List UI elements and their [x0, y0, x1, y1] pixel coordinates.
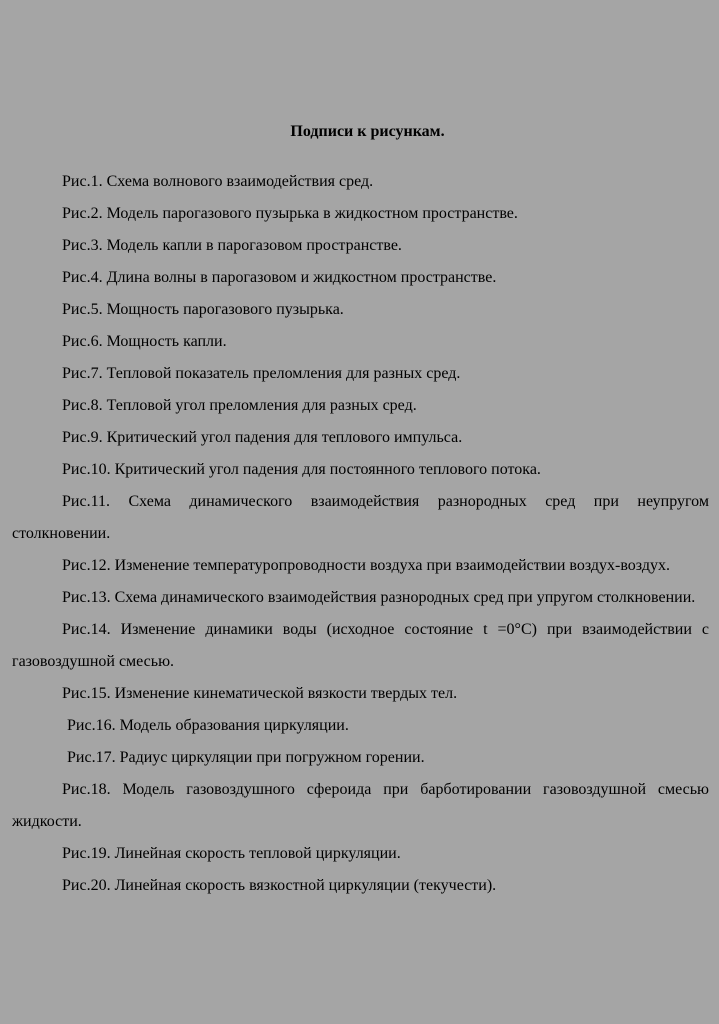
- figure-caption-17: Рис.17. Радиус циркуляции при погружном горении.: [67, 749, 425, 766]
- figure-caption-18: Рис.18. Модель газовоздушного сфероида при барботировании газовоздушной смесью жидкости.: [12, 781, 709, 830]
- figure-caption-20: Рис.20. Линейная скорость вязкостной циркуляции (текучести).: [62, 877, 497, 894]
- figure-caption-1: Рис.1. Схема волнового взаимодействия сред.: [62, 173, 374, 190]
- figure-caption-12: Рис.12. Изменение температуропроводности воздуха при взаимодействии воздух-воздух.: [62, 557, 670, 574]
- figure-caption-9: Рис.9. Критический угол падения для теплового импульса.: [62, 429, 463, 446]
- figure-caption-10: Рис.10. Критический угол падения для постоянного теплового потока.: [62, 461, 541, 478]
- figure-caption-5: Рис.5. Мощность парогазового пузырька.: [62, 301, 344, 318]
- figure-caption-13: Рис.13. Схема динамического взаимодействия разнородных сред при упругом столкновении.: [62, 589, 696, 606]
- figure-caption-8: Рис.8. Тепловой угол преломления для разных сред.: [62, 397, 417, 414]
- figure-caption-19: Рис.19. Линейная скорость тепловой циркуляции.: [62, 845, 401, 862]
- figure-caption-6: Рис.6. Мощность капли.: [62, 333, 227, 350]
- figure-caption-16: Рис.16. Модель образования циркуляции.: [67, 717, 349, 734]
- figure-caption-11: Рис.11. Схема динамического взаимодействия разнородных сред при неупругом столкновении.: [12, 493, 709, 542]
- figure-caption-15: Рис.15. Изменение кинематической вязкости твердых тел.: [62, 685, 458, 702]
- document-page: [12, 119, 709, 902]
- document-title: Подписи к рисункам.: [290, 123, 445, 140]
- figure-caption-2: Рис.2. Модель парогазового пузырька в жидкостном пространстве.: [62, 205, 518, 222]
- figure-caption-14: Рис.14. Изменение динамики воды (исходное состояние t =0°С) при взаимодействии с газовоздушной смесью.: [12, 621, 709, 670]
- figure-caption-7: Рис.7. Тепловой показатель преломления для разных сред.: [62, 365, 461, 382]
- figure-caption-4: Рис.4. Длина волны в парогазовом и жидкостном пространстве.: [62, 269, 497, 286]
- figure-caption-3: Рис.3. Модель капли в парогазовом пространстве.: [62, 237, 402, 254]
